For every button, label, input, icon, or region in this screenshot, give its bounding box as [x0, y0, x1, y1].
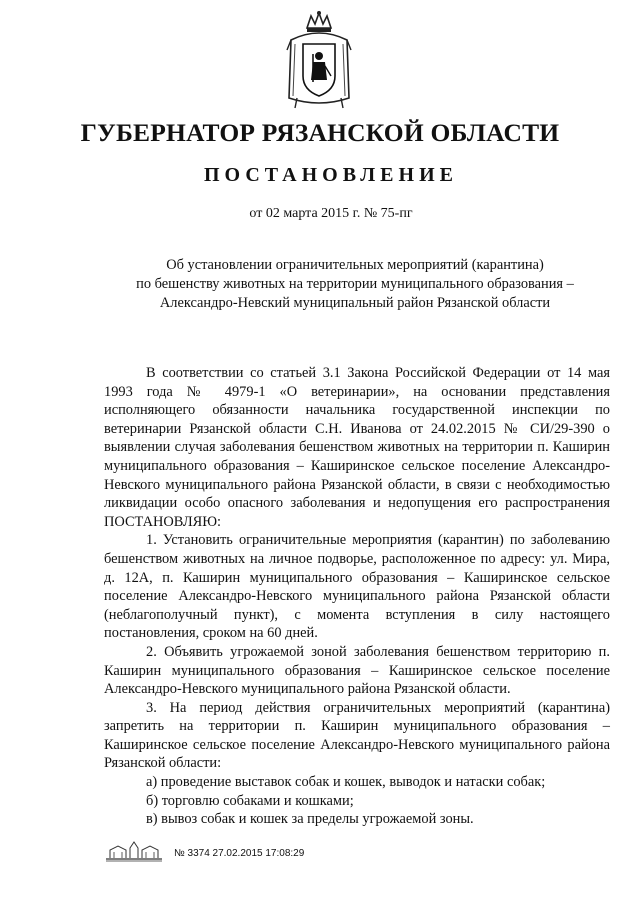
document-body: [104, 364, 610, 829]
building-stamp-icon: [104, 838, 164, 862]
point-1-paragraph: 1. Установить ограничительные мероприятия (карантин) по заболеванию бешенством животных на личное подворье, расположенное по адресу: ул. Мира, д. 12А, п. Каширин муниципального образования – Каширинское сельское поселение Александро-Невского муниципального района Рязанской области (неблагополучный пункт), с момента вступления в силу настоящего постановления, сроком на 60 дней.: [104, 532, 610, 642]
subpoint-c: в) вывоз собак и кошек за пределы угрожаемой зоны.: [146, 811, 474, 828]
document-date-number: от 02 марта 2015 г. № 75-пг: [249, 206, 413, 221]
document-title: [100, 256, 610, 313]
issuing-authority: ГУБЕРНАТОР РЯЗАНСКОЙ ОБЛАСТИ: [80, 118, 560, 147]
document-type: ПОСТАНОВЛЕНИЕ: [204, 164, 458, 186]
title-line: Александро-Невский муниципальный район Рязанской области: [159, 295, 551, 311]
title-line: по бешенству животных на территории муниципального образования –: [136, 276, 574, 292]
title-line: Об установлении ограничительных мероприятий (карантина): [166, 257, 544, 273]
point-2-paragraph: 2. Объявить угрожаемой зоной заболевания бешенством территорию п. Каширин муниципального образования – Каширинское сельское поселение Александро-Невского муниципального района Рязанской области.: [104, 643, 610, 698]
coat-of-arms-icon: [283, 10, 355, 110]
registration-number: № 3374 27.02.2015 17:08:29: [174, 848, 305, 859]
preamble-paragraph: В соответствии со статьей 3.1 Закона Российской Федерации от 14 мая 1993 года № 4979-1 «О ветеринарии», на основании представления исполняющего обязанности начальника государственной инспекции по ветеринарии Рязанской области С.Н. Иванова от 24.02.2015 № СИ/29-390 о выявлении случая заболевания бешенством животных на территории п. Каширин муниципального образования – Каширинское сельское поселение Александро-Невского муниципального района Рязанской области, в связи с необходимостью ликвидации особо опасного заболевания и недопущения его распространения ПОСТАНОВЛЯЮ:: [104, 365, 610, 530]
subpoint-b: б) торговлю собаками и кошками;: [146, 792, 354, 809]
point-3-paragraph: 3. На период действия ограничительных мероприятий (карантина) запретить на территории п. Каширин муниципального образования – Каширинское сельское поселение Александро-Невского муниципального района Рязанской области:: [104, 699, 610, 772]
subpoint-a: а) проведение выставок собак и кошек, выводок и натаски собак;: [146, 774, 546, 791]
